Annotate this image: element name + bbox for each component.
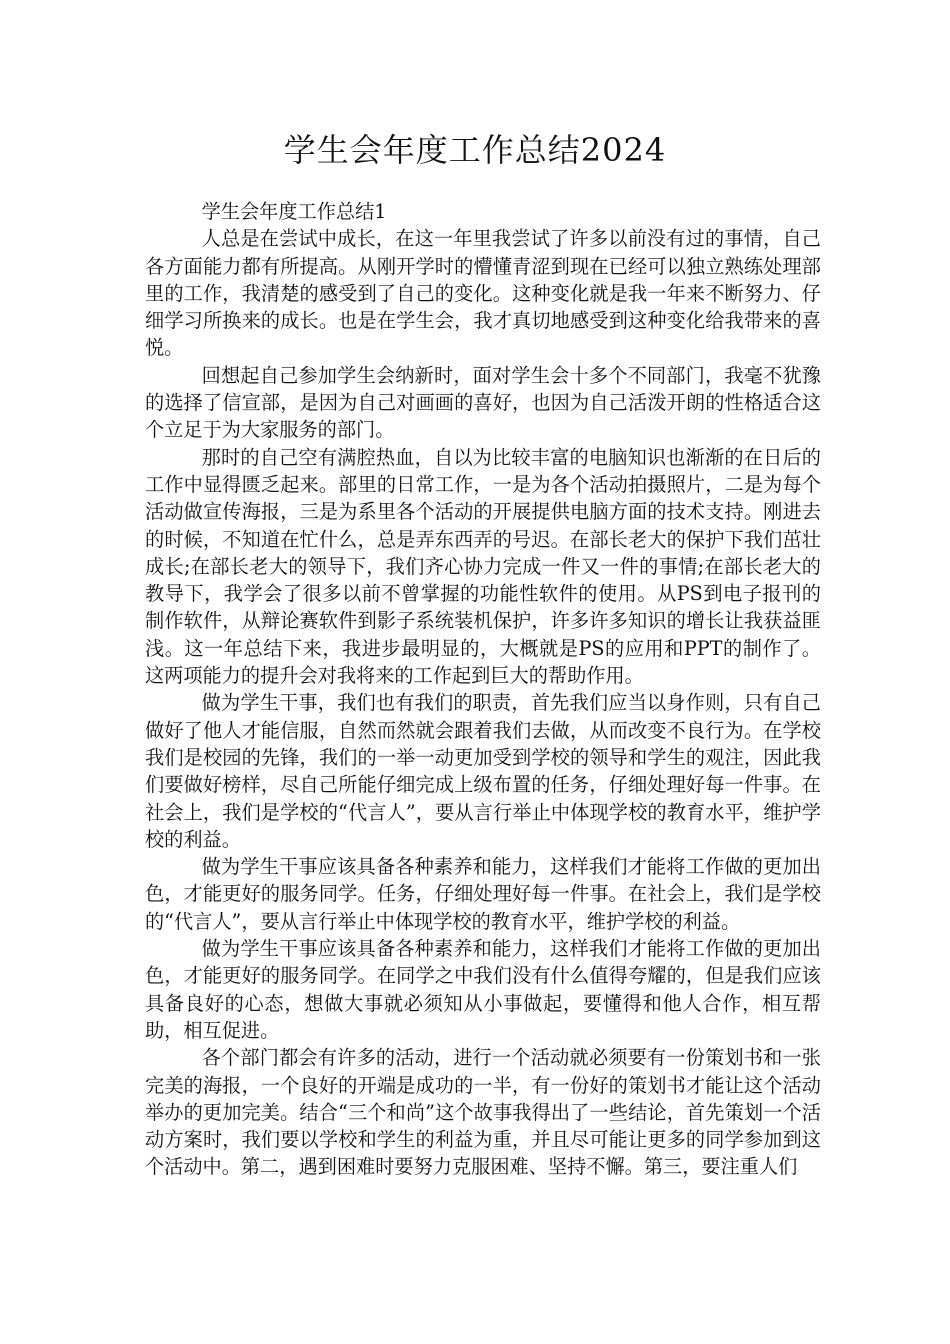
- paragraph: 各个部门都会有许多的活动，进行一个活动就必须要有一份策划书和一张完美的海报，一个良好的开端是成功的一半，有一份好的策划书才能让这个活动举办的更加完美。结合“三个和尚”这个故事我得出了一些结论，首先策划一个活动方案时，我们要以学校和学生的利益为重，并且尽可能让更多的同学参加到这个活动中。第二，遇到困难时要努力克服困难、坚持不懈。第三，要注重人们: [145, 1046, 821, 1179]
- document-body: [145, 198, 821, 1181]
- paragraph: 做为学生干事应该具备各种素养和能力，这样我们才能将工作做的更加出色，才能更好的服务同学。任务，仔细处理好每一件事。在社会上，我们是学校的“代言人”，要从言行举止中体现学校的教育水平，维护学校的利益。: [145, 855, 821, 933]
- paragraph: 回想起自己参加学生会纳新时，面对学生会十多个不同部门，我毫不犹豫的选择了信宣部，是因为自己对画画的喜好，也因为自己活泼开朗的性格适合这个立足于为大家服务的部门。: [145, 363, 821, 442]
- document-title: 学生会年度工作总结2024: [283, 131, 667, 169]
- paragraph: 做为学生干事应该具备各种素养和能力，这样我们才能将工作做的更加出色，才能更好的服务同学。在同学之中我们没有什么值得夸耀的，但是我们应该具备良好的心态，想做大事就必须知从小事做起，要懂得和他人合作，相互帮助，相互促进。: [145, 937, 821, 1042]
- paragraph: 那时的自己空有满腔热血，自以为比较丰富的电脑知识也渐渐的在日后的工作中显得匮乏起来。部里的日常工作，一是为各个活动拍摄照片，二是为每个活动做宣传海报，三是为系里各个活动的开展提供电脑方面的技术支持。刚进去的时候，不知道在忙什么，总是弄东西弄的号迟。在部长老大的保护下我们茁壮成长;在部长老大的领导下，我们齐心协力完成一件又一件的事情;在部长老大的教导下，我学会了很多以前不曾掌握的功能性软件的使用。从PS到电子报刊的制作软件，从辩论赛软件到影子系统装机保护，许多许多知识的增长让我获益匪浅。这一年总结下来，我进步最明显的，大概就是PS的应用和PPT的制作了。这两项能力的提升会对我将来的工作起到巨大的帮助作用。: [145, 445, 821, 688]
- paragraph: 人总是在尝试中成长，在这一年里我尝试了许多以前没有过的事情，自己各方面能力都有所提高。从刚开学时的懵懂青涩到现在已经可以独立熟练处理部里的工作，我清楚的感受到了自己的变化。这种变化就是我一年来不断努力、仔细学习所换来的成长。也是在学生会，我才真切地感受到这种变化给我带来的喜悦。: [145, 227, 821, 360]
- paragraph: 做为学生干事，我们也有我们的职责，首先我们应当以身作则，只有自己做好了他人才能信服，自然而然就会跟着我们去做，从而改变不良行为。在学校我们是校园的先锋，我们的一举一动更加受到学校的领导和学生的观注，因此我们要做好榜样，尽自己所能仔细完成上级布置的任务，仔细处理好每一件事。在社会上，我们是学校的“代言人”，要从言行举止中体现学校的教育水平，维护学校的利益。: [145, 691, 821, 851]
- section-heading: 学生会年度工作总结1: [201, 200, 387, 223]
